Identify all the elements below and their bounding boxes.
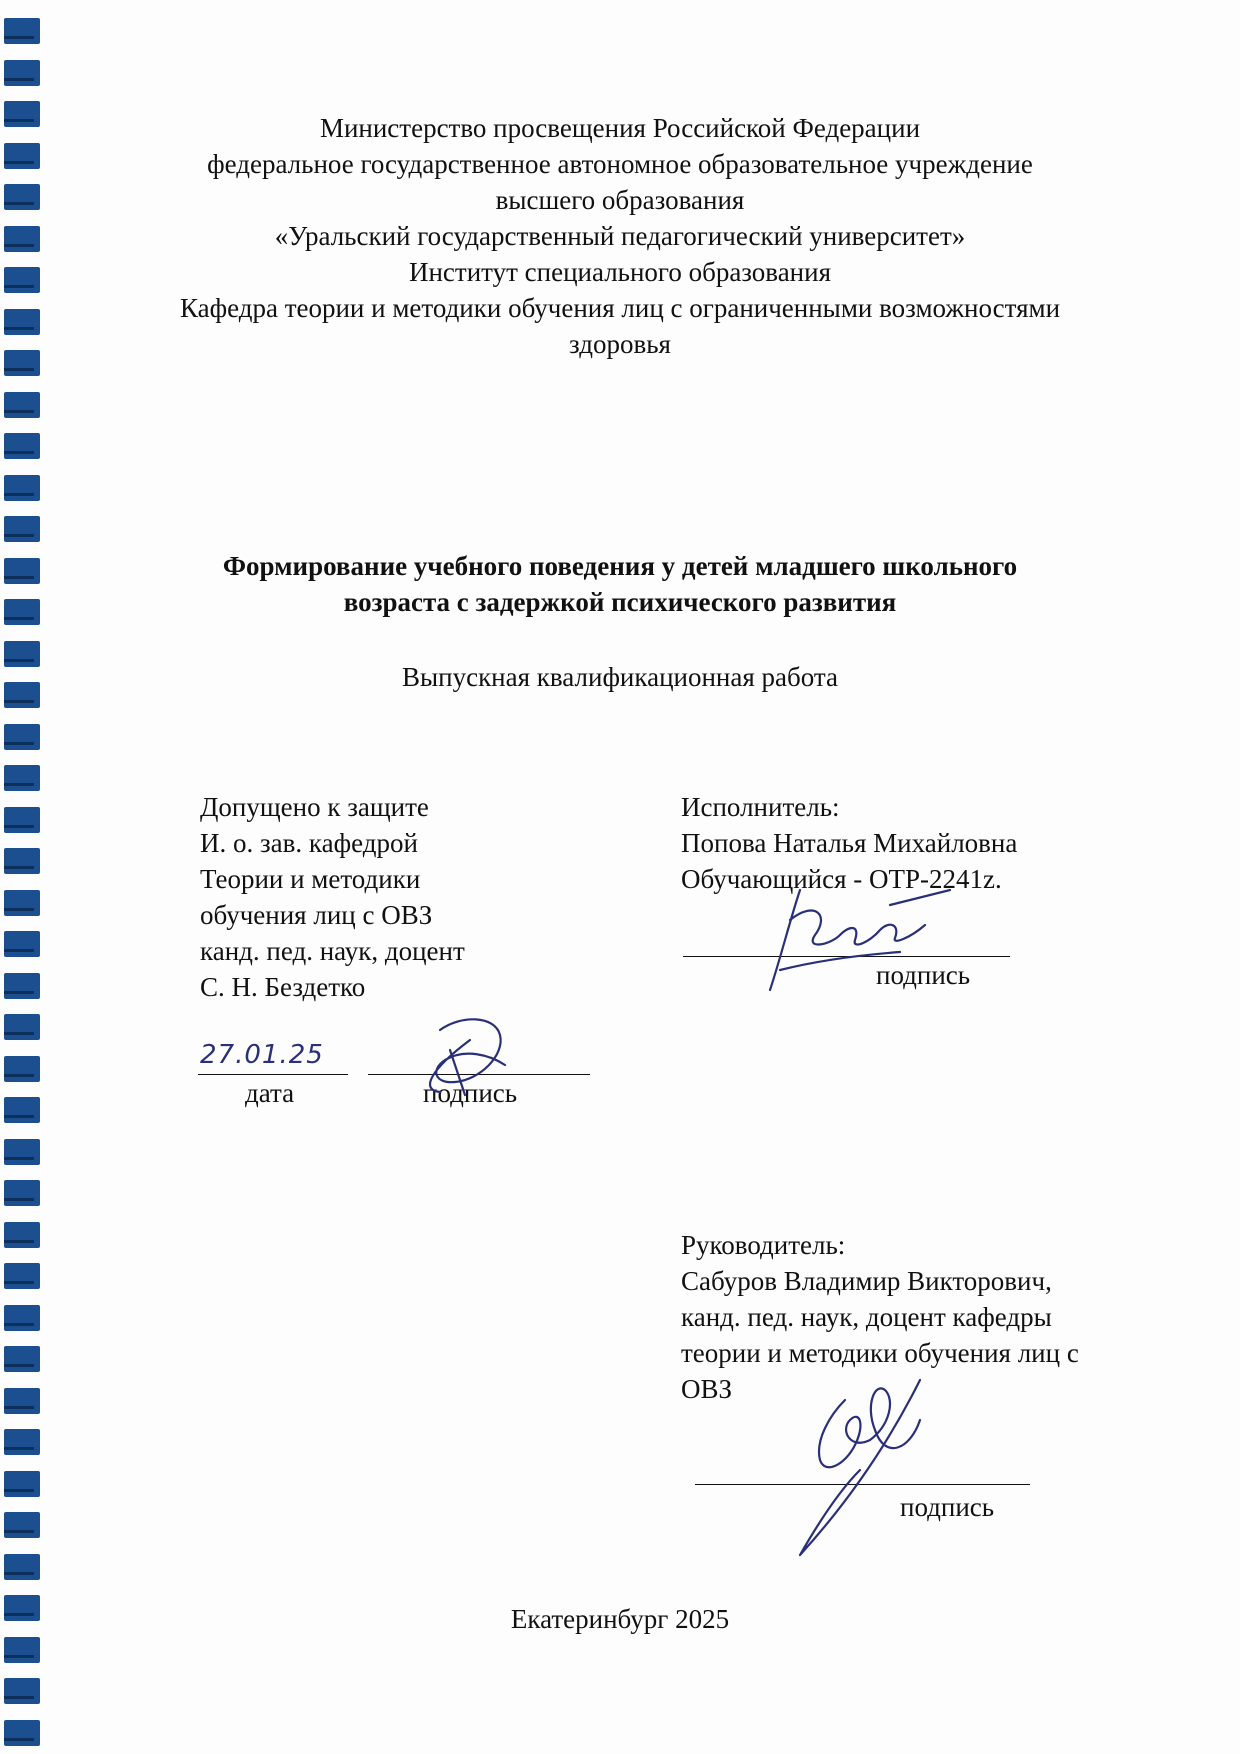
work-type: Выпускная квалификационная работа <box>401 662 839 692</box>
thesis-title <box>180 548 1060 620</box>
header-line: здоровья <box>569 329 671 359</box>
admission-block <box>200 789 465 1005</box>
executor-line: Исполнитель: <box>681 792 840 822</box>
header-line: Кафедра теории и методики обучения лиц с ограниченными возможностями <box>179 293 1061 323</box>
admission-line: И. о. зав. кафедрой <box>200 828 418 858</box>
supervisor-line: Руководитель: <box>681 1230 846 1260</box>
supervisor-line: теории и методики обучения лиц с <box>681 1338 1079 1368</box>
executor-signature-mark <box>760 880 960 1000</box>
header-line: Институт специального образования <box>408 257 832 287</box>
admission-line: канд. пед. наук, доцент <box>200 936 465 966</box>
supervisor-line: канд. пед. наук, доцент кафедры <box>681 1302 1052 1332</box>
executor-line: Обучающийся - ОТР-2241z. <box>681 864 1002 894</box>
date-line <box>198 1074 348 1075</box>
date-label: дата <box>245 1078 295 1108</box>
supervisor-signature-label: подпись <box>900 1492 995 1522</box>
header-line: Министерство просвещения Российской Федерации <box>319 113 921 143</box>
handwritten-date: 27.01.25 <box>200 1040 324 1070</box>
admission-line: Допущено к защите <box>200 792 429 822</box>
institution-header <box>150 110 1090 362</box>
admission-line: С. Н. Бездетко <box>200 972 366 1002</box>
city-year: Екатеринбург 2025 <box>510 1604 730 1634</box>
executor-signature-label: подпись <box>876 960 971 990</box>
supervisor-line: Сабуров Владимир Викторович, <box>681 1266 1052 1296</box>
header-line: федеральное государственное автономное образовательное учреждение <box>207 149 1033 179</box>
supervisor-line: ОВЗ <box>681 1374 733 1404</box>
thesis-title-line: возраста с задержкой психического развития <box>343 587 897 617</box>
admission-line: обучения лиц с ОВЗ <box>200 900 433 930</box>
admission-line: Теории и методики <box>200 864 421 894</box>
admission-signature-label: подпись <box>423 1078 518 1108</box>
header-line: «Уральский государственный педагогический университет» <box>274 221 966 251</box>
supervisor-signature-mark <box>770 1370 950 1570</box>
header-line: высшего образования <box>495 185 745 215</box>
executor-line: Попова Наталья Михайловна <box>681 828 1018 858</box>
thesis-title-line: Формирование учебного поведения у детей младшего школьного <box>222 551 1018 581</box>
admission-signature-mark <box>410 1010 530 1100</box>
